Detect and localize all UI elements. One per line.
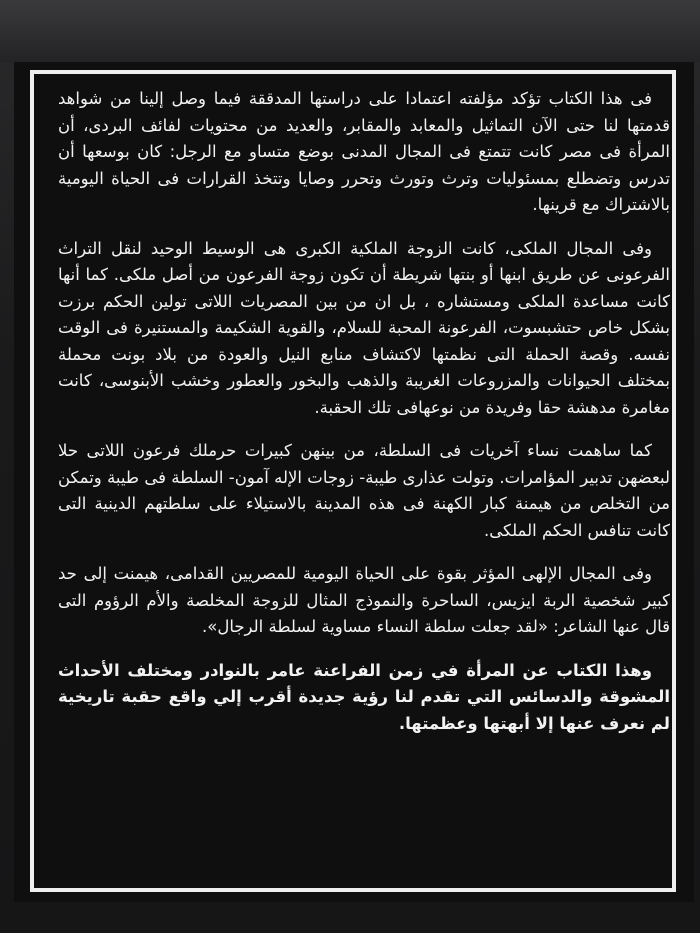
paragraph-2: وفى المجال الملكى، كانت الزوجة الملكية الكبرى هى الوسيط الوحيد لنقل التراث الفرعونى عن طريق ابنها أو بنتها شريطة أن تكون زوجة الفرعون من أصل ملكى. كما أنها كانت مساعدة الملكى ومستشاره ، بل ان من بين المصريات اللاتى تولين الحكم برزت بشكل خاص حتشبسوت، الفرعونة المحبة للسلام، والقوية الشكيمة والمستنيرة فى الوقت نفسه. وقصة الحملة التى نظمتها لاكتشاف منابع النيل والعودة من بلاد بونت محملة بمختلف الحيوانات والمزروعات الغريبة والذهب والبخور والعطور وخشب الأبنوسى، كانت مغامرة مدهشة حقا وفريدة من نوعهافى تلك الحقبة.	[58, 238, 670, 417]
paragraph-5-summary: وهذا الكتاب عن المرأة في زمن الفراعنة عامر بالنوادر ومختلف الأحداث المشوقة والدسائس التي تقدم لنا رؤية جديدة أقرب إلي واقع حقبة تاريخية لم نعرف عنها إلا أبهتها وعظمتها.	[58, 660, 670, 733]
paragraph-3: كما ساهمت نساء آخريات فى السلطة، من بينهن كبيرات حرملك فرعون اللاتى حلا لبعضهن تدبير المؤامرات. وتولت عذارى طيبة- زوجات الإله آمون- السلطة فى طيبة وتمكن من التخلص من هيمنة كبار الكهنة فى هذه المدينة بالاستيلاء على سلطتهم الدينية التى كانت تنافس الحكم الملكى.	[58, 441, 670, 540]
paragraph-1: فى هذا الكتاب تؤكد مؤلفته اعتمادا على دراستها المدققة فيما وصل إلينا من شواهد قدمتها لنا حتى الآن التماثيل والمعابد والمقابر، والعديد من محتويات لفائف البردى، أن المرأة فى مصر كانت تتمتع فى المجال المدنى بوضع متساو مع الرجل: كان بوسعها أن تدرس وتضطلع بمسئوليات وترث وتورث وتحرر وصايا وتتخذ القرارات فى الحياة اليومية بالاشتراك مع قرينها.	[58, 89, 670, 214]
back-cover-text	[58, 86, 670, 886]
paragraph-4: وفى المجال الإلهى المؤثر بقوة على الحياة اليومية للمصريين القدامى، هيمنت إلى حد كبير شخصية الربة ايزيس، الساحرة والنموذج المثال للزوجة المخلصة والأم الرؤوم التى قال عنها الشاعر: «لقد جعلت سلطة النساء مساوية لسلطة الرجال».	[58, 564, 670, 636]
background-surface	[0, 0, 700, 62]
